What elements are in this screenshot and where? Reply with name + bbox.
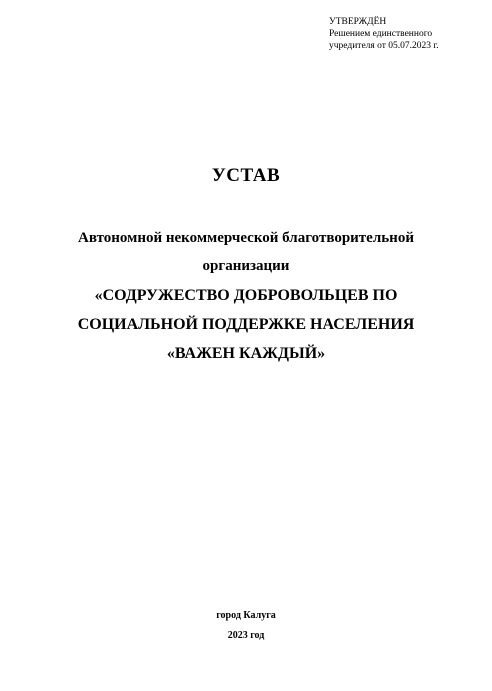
approval-decision: Решением единственного: [329, 29, 433, 39]
approval-heading: УТВЕРЖДЁН: [329, 17, 387, 27]
footer-year: 2023 год: [227, 630, 265, 641]
organization-type-line-2: организации: [202, 258, 290, 274]
approval-stamp: [329, 16, 489, 52]
organization-type-line: Автономной некоммерческой благотворительной: [78, 230, 414, 246]
organization-name-line-1: «СОДРУЖЕСТВО ДОБРОВОЛЬЦЕВ ПО: [94, 287, 398, 304]
organization-name-line-2: СОЦИАЛЬНОЙ ПОДДЕРЖКЕ НАСЕЛЕНИЯ: [77, 316, 415, 333]
footer-city: город Калуга: [216, 610, 276, 621]
document-title: УСТАВ: [211, 165, 281, 186]
approval-date: учредителя от 05.07.2023 г.: [329, 41, 439, 51]
organization-name-line-3: «ВАЖЕН КАЖДЫЙ»: [166, 345, 326, 362]
